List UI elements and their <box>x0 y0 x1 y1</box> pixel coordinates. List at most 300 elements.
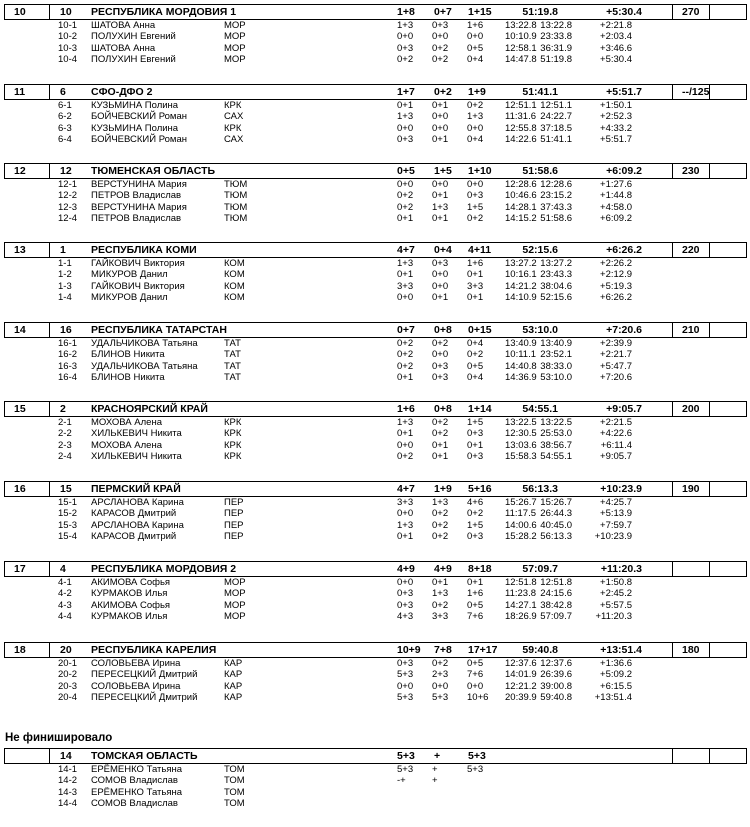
leg-shooting-total: 4+6 <box>467 497 484 508</box>
leg-number: 10-1 <box>58 20 78 31</box>
leg-shooting-2: 0+0 <box>432 111 449 123</box>
leg-number: 15-3 <box>58 519 78 531</box>
leg-time: 12:21.2 <box>505 680 537 692</box>
team-bib: 6 <box>60 86 66 98</box>
leg-number: 10-2 <box>58 31 78 43</box>
athlete-name: ЕРЁМЕНКО Татьяна <box>91 786 183 798</box>
leg-row <box>0 100 750 111</box>
leg-row <box>0 361 750 372</box>
cumulative-gap: +11:20.3 <box>595 610 632 622</box>
leg-shooting-total: 5+3 <box>467 764 484 775</box>
team-penalty-total: 1+10 <box>468 165 492 177</box>
athlete-region: ТОМ <box>224 764 245 775</box>
team-points: 200 <box>682 403 700 415</box>
athlete-region: ТЮМ <box>224 212 248 224</box>
team-block <box>0 84 750 145</box>
leg-shooting-1: 0+0 <box>397 439 414 451</box>
column-divider <box>709 5 710 19</box>
leg-row <box>0 692 750 703</box>
cumulative-time: 13:27.2 <box>540 258 572 269</box>
team-bib: 12 <box>60 165 72 177</box>
leg-shooting-2: 0+2 <box>432 42 449 54</box>
leg-number: 16-1 <box>58 338 78 349</box>
team-penalty-total: 4+11 <box>468 244 492 256</box>
athlete-region: КРК <box>224 428 242 440</box>
leg-number: 20-2 <box>58 669 78 681</box>
cumulative-time: 54:55.1 <box>540 450 572 462</box>
cumulative-time: 59:40.8 <box>540 691 572 703</box>
athlete-name: МОХОВА Алена <box>91 417 162 428</box>
leg-time: 12:51.8 <box>505 577 537 588</box>
cumulative-time: 38:42.8 <box>540 599 572 611</box>
team-gap: +7:20.6 <box>606 324 642 336</box>
column-divider <box>49 85 50 99</box>
column-divider <box>709 85 710 99</box>
leg-shooting-total: 1+6 <box>467 20 484 31</box>
leg-number: 6-2 <box>58 111 72 123</box>
leg-shooting-total: 7+6 <box>467 669 484 681</box>
cumulative-time: 38:33.0 <box>540 360 572 372</box>
leg-row <box>0 54 750 65</box>
leg-shooting-1: 0+1 <box>397 371 414 383</box>
team-legs <box>0 764 750 809</box>
team-penalty-2: 1+5 <box>434 165 452 177</box>
leg-shooting-total: 0+4 <box>467 133 484 145</box>
athlete-region: КОМ <box>224 280 245 292</box>
leg-number: 6-4 <box>58 133 72 145</box>
leg-row <box>0 179 750 190</box>
cumulative-time: 23:43.3 <box>540 269 572 281</box>
leg-number: 20-1 <box>58 658 78 669</box>
leg-shooting-2: 0+2 <box>432 428 449 440</box>
cumulative-time: 24:15.6 <box>540 588 572 600</box>
team-penalty-total: 1+15 <box>468 6 492 18</box>
leg-shooting-2: 0+3 <box>432 360 449 372</box>
athlete-name: АКИМОВА Софья <box>91 577 171 588</box>
athlete-name: АРСЛАНОВА Карина <box>91 497 184 508</box>
leg-shooting-1: 0+1 <box>397 428 414 440</box>
team-time: 59:40.8 <box>522 644 558 656</box>
team-gap: +13:51.4 <box>600 644 642 656</box>
cumulative-time: 51:58.6 <box>540 212 572 224</box>
leg-time: 13:27.2 <box>505 258 537 269</box>
cumulative-gap: +5:19.3 <box>600 280 632 292</box>
athlete-region: КРК <box>224 122 242 134</box>
athlete-region: ТЮМ <box>224 179 248 190</box>
team-time: 56:13.3 <box>522 483 558 495</box>
leg-shooting-1: 0+2 <box>397 349 414 361</box>
athlete-region: ПЕР <box>224 519 244 531</box>
leg-shooting-2: 0+1 <box>432 291 449 303</box>
team-name: КРАСНОЯРСКИЙ КРАЙ <box>91 403 208 415</box>
athlete-region: САХ <box>224 111 244 123</box>
team-penalty-1: 1+6 <box>397 403 415 415</box>
athlete-region: КАР <box>224 669 243 681</box>
team-header-row <box>4 401 747 417</box>
team-time: 54:55.1 <box>522 403 558 415</box>
leg-shooting-1: 0+0 <box>397 680 414 692</box>
cumulative-time: 12:37.6 <box>540 658 572 669</box>
column-divider <box>49 5 50 19</box>
team-block <box>0 322 750 383</box>
leg-shooting-total: 7+6 <box>467 610 484 622</box>
athlete-region: МОР <box>224 31 246 43</box>
athlete-region: КОМ <box>224 291 245 303</box>
leg-shooting-total: 0+1 <box>467 291 484 303</box>
cumulative-gap: +5:30.4 <box>600 53 632 65</box>
athlete-name: ПЕТРОВ Владислав <box>91 190 182 202</box>
team-header-row <box>4 84 747 100</box>
team-gap: +5:30.4 <box>606 6 642 18</box>
team-penalty-1: 4+7 <box>397 483 415 495</box>
column-divider <box>709 482 710 496</box>
team-bib: 1 <box>60 244 66 256</box>
column-divider <box>672 323 673 337</box>
team-name: ТЮМЕНСКАЯ ОБЛАСТЬ <box>91 165 216 177</box>
team-penalty-2: 0+4 <box>434 244 452 256</box>
team-points: 220 <box>682 244 700 256</box>
leg-row <box>0 372 750 383</box>
leg-time: 14:15.2 <box>505 212 537 224</box>
leg-shooting-1: 0+0 <box>397 508 414 520</box>
leg-shooting-total: 0+3 <box>467 190 484 202</box>
cumulative-time: 23:52.1 <box>540 349 572 361</box>
team-legs <box>0 417 750 462</box>
leg-shooting-2: 1+3 <box>432 588 449 600</box>
leg-shooting-1: 0+2 <box>397 450 414 462</box>
leg-shooting-total: 1+5 <box>467 417 484 428</box>
cumulative-time: 52:15.6 <box>540 291 572 303</box>
leg-shooting-total: 0+4 <box>467 371 484 383</box>
athlete-name: МИКУРОВ Данил <box>91 291 168 303</box>
cumulative-time: 15:26.7 <box>540 497 572 508</box>
cumulative-gap: +5:13.9 <box>600 508 632 520</box>
leg-shooting-1: 4+3 <box>397 610 414 622</box>
team-block <box>0 242 750 303</box>
cumulative-gap: +1:36.6 <box>600 658 632 669</box>
leg-row <box>0 123 750 134</box>
cumulative-time: 26:44.3 <box>540 508 572 520</box>
column-divider <box>672 5 673 19</box>
leg-row <box>0 43 750 54</box>
team-header-row <box>4 748 747 764</box>
leg-shooting-total: 0+0 <box>467 122 484 134</box>
leg-shooting-1: 0+1 <box>397 212 414 224</box>
leg-shooting-total: 0+2 <box>467 349 484 361</box>
leg-shooting-2: 0+1 <box>432 133 449 145</box>
athlete-name: КУРМАКОВ Илья <box>91 610 168 622</box>
team-penalty-total: 1+9 <box>468 86 486 98</box>
athlete-region: ТАТ <box>224 338 241 349</box>
leg-row <box>0 20 750 31</box>
team-legs <box>0 577 750 622</box>
cumulative-time: 38:04.6 <box>540 280 572 292</box>
athlete-name: ГАЙКОВИЧ Виктория <box>91 258 185 269</box>
athlete-region: ТЮМ <box>224 201 248 213</box>
leg-shooting-1: 0+0 <box>397 31 414 43</box>
team-header-row <box>4 4 747 20</box>
leg-number: 16-2 <box>58 349 78 361</box>
leg-shooting-total: 0+3 <box>467 450 484 462</box>
leg-shooting-2: + <box>432 775 438 787</box>
cumulative-gap: +2:39.9 <box>600 338 632 349</box>
leg-time: 11:23.8 <box>505 588 536 600</box>
leg-row <box>0 338 750 349</box>
team-place: 16 <box>14 483 26 495</box>
athlete-region: КРК <box>224 439 242 451</box>
cumulative-gap: +6:15.5 <box>600 680 632 692</box>
leg-row <box>0 531 750 542</box>
cumulative-time: 13:22.8 <box>540 20 572 31</box>
team-legs <box>0 658 750 703</box>
team-penalty-1: 1+7 <box>397 86 415 98</box>
cumulative-gap: +5:47.7 <box>600 360 632 372</box>
cumulative-gap: +6:11.4 <box>600 439 632 451</box>
leg-number: 14-4 <box>58 797 78 809</box>
athlete-name: ГАЙКОВИЧ Виктория <box>91 280 185 292</box>
athlete-region: КОМ <box>224 258 245 269</box>
leg-shooting-1: 0+3 <box>397 42 414 54</box>
leg-number: 12-4 <box>58 212 78 224</box>
cumulative-gap: +9:05.7 <box>600 450 632 462</box>
cumulative-time: 57:09.7 <box>540 610 572 622</box>
leg-shooting-1: 0+1 <box>397 530 414 542</box>
athlete-name: КУЗЬМИНА Полина <box>91 100 179 111</box>
team-header-row <box>4 322 747 338</box>
leg-shooting-1: 0+2 <box>397 338 414 349</box>
cumulative-gap: +2:26.2 <box>600 258 632 269</box>
leg-time: 20:39.9 <box>505 691 537 703</box>
athlete-name: СОМОВ Владислав <box>91 775 178 787</box>
team-place: 11 <box>14 86 26 98</box>
athlete-name: ХИЛЬКЕВИЧ Никита <box>91 428 182 440</box>
athlete-name: СОЛОВЬЕВА Ирина <box>91 680 181 692</box>
leg-shooting-2: 3+3 <box>432 610 449 622</box>
leg-shooting-1: 0+2 <box>397 190 414 202</box>
leg-shooting-total: 0+4 <box>467 338 484 349</box>
athlete-region: МОР <box>224 610 246 622</box>
athlete-region: ТОМ <box>224 786 245 798</box>
team-header-row <box>4 481 747 497</box>
dnf-section-title: Не финишировало <box>5 732 113 744</box>
leg-time: 15:58.3 <box>505 450 537 462</box>
athlete-name: КАРАСОВ Дмитрий <box>91 508 177 520</box>
leg-shooting-2: 2+3 <box>432 669 449 681</box>
cumulative-gap: +4:58.0 <box>600 201 632 213</box>
leg-time: 10:10.9 <box>505 31 537 43</box>
leg-time: 11:17.5 <box>505 508 536 520</box>
team-penalty-2: 0+7 <box>434 6 452 18</box>
leg-time: 15:26.7 <box>505 497 537 508</box>
team-block <box>0 163 750 224</box>
leg-shooting-1: 1+3 <box>397 519 414 531</box>
cumulative-time: 26:39.6 <box>540 669 572 681</box>
column-divider <box>709 402 710 416</box>
leg-shooting-2: 0+1 <box>432 450 449 462</box>
leg-shooting-total: 3+3 <box>467 280 484 292</box>
cumulative-time: 12:28.6 <box>540 179 572 190</box>
cumulative-gap: +6:26.2 <box>600 291 632 303</box>
column-divider <box>672 402 673 416</box>
leg-time: 12:28.6 <box>505 179 537 190</box>
leg-time: 11:31.6 <box>505 111 536 123</box>
leg-shooting-2: 0+2 <box>432 508 449 520</box>
leg-time: 15:28.2 <box>505 530 537 542</box>
leg-shooting-total: 0+1 <box>467 269 484 281</box>
leg-shooting-2: 0+3 <box>432 258 449 269</box>
leg-shooting-2: 0+0 <box>432 179 449 190</box>
cumulative-time: 13:40.9 <box>540 338 572 349</box>
team-place: 17 <box>14 563 26 575</box>
cumulative-gap: +2:21.7 <box>600 349 632 361</box>
column-divider <box>709 243 710 257</box>
leg-number: 4-4 <box>58 610 72 622</box>
leg-time: 14:47.8 <box>505 53 537 65</box>
team-penalty-1: 5+3 <box>397 750 415 762</box>
leg-row <box>0 497 750 508</box>
team-penalty-total: 17+17 <box>468 644 498 656</box>
leg-number: 14-3 <box>58 786 78 798</box>
leg-row <box>0 202 750 213</box>
leg-shooting-2: 0+0 <box>432 280 449 292</box>
column-divider <box>672 643 673 657</box>
leg-row <box>0 588 750 599</box>
leg-shooting-2: + <box>432 764 438 775</box>
leg-row <box>0 269 750 280</box>
athlete-region: МОР <box>224 53 246 65</box>
leg-shooting-1: 1+3 <box>397 417 414 428</box>
cumulative-time: 40:45.0 <box>540 519 572 531</box>
team-time: 53:10.0 <box>522 324 558 336</box>
cumulative-time: 25:53.0 <box>540 428 572 440</box>
column-divider <box>672 85 673 99</box>
leg-shooting-total: 0+3 <box>467 530 484 542</box>
cumulative-gap: +1:44.8 <box>600 190 632 202</box>
column-divider <box>672 749 673 763</box>
team-gap: +5:51.7 <box>606 86 642 98</box>
team-time: 51:58.6 <box>522 165 558 177</box>
team-penalty-2: 7+8 <box>434 644 452 656</box>
leg-row <box>0 134 750 145</box>
leg-shooting-total: 0+2 <box>467 100 484 111</box>
cumulative-gap: +2:21.5 <box>600 417 632 428</box>
team-penalty-2: 0+2 <box>434 86 452 98</box>
leg-shooting-total: 1+3 <box>467 111 484 123</box>
cumulative-gap: +3:46.6 <box>600 42 632 54</box>
team-legs <box>0 100 750 145</box>
leg-row <box>0 508 750 519</box>
leg-shooting-1: 0+3 <box>397 133 414 145</box>
team-header-row <box>4 561 747 577</box>
leg-shooting-1: 5+3 <box>397 691 414 703</box>
team-place: 12 <box>14 165 26 177</box>
team-penalty-2: 0+8 <box>434 403 452 415</box>
leg-shooting-2: 0+2 <box>432 530 449 542</box>
column-divider <box>49 164 50 178</box>
leg-number: 4-3 <box>58 599 72 611</box>
team-gap: +10:23.9 <box>600 483 642 495</box>
leg-shooting-2: 0+0 <box>432 122 449 134</box>
leg-time: 10:11.1 <box>505 349 536 361</box>
leg-number: 16-3 <box>58 360 78 372</box>
cumulative-time: 12:51.8 <box>540 577 572 588</box>
cumulative-gap: +1:50.8 <box>600 577 632 588</box>
leg-number: 14-1 <box>58 764 78 775</box>
leg-row <box>0 428 750 439</box>
team-name: ТОМСКАЯ ОБЛАСТЬ <box>91 750 198 762</box>
team-points: 210 <box>682 324 700 336</box>
athlete-name: БОЙЧЕВСКИЙ Роман <box>91 133 187 145</box>
athlete-name: ШАТОВА Анна <box>91 20 156 31</box>
cumulative-time: 13:22.5 <box>540 417 572 428</box>
athlete-region: ТАТ <box>224 360 241 372</box>
leg-row <box>0 281 750 292</box>
leg-shooting-1: 0+0 <box>397 122 414 134</box>
team-bib: 16 <box>60 324 72 336</box>
cumulative-time: 56:13.3 <box>540 530 572 542</box>
leg-number: 1-2 <box>58 269 72 281</box>
cumulative-time: 36:31.9 <box>540 42 572 54</box>
leg-row <box>0 440 750 451</box>
leg-shooting-total: 0+2 <box>467 212 484 224</box>
cumulative-gap: +2:03.4 <box>600 31 632 43</box>
leg-shooting-1: 5+3 <box>397 764 414 775</box>
team-penalty-2: 0+8 <box>434 324 452 336</box>
leg-shooting-2: 0+2 <box>432 53 449 65</box>
column-divider <box>672 482 673 496</box>
leg-time: 12:51.1 <box>505 100 537 111</box>
team-points: 270 <box>682 6 700 18</box>
leg-row <box>0 798 750 809</box>
leg-number: 12-2 <box>58 190 78 202</box>
athlete-region: ТОМ <box>224 797 245 809</box>
leg-row <box>0 451 750 462</box>
leg-row <box>0 292 750 303</box>
leg-time: 10:16.1 <box>505 269 537 281</box>
leg-time: 12:30.5 <box>505 428 537 440</box>
leg-shooting-2: 0+2 <box>432 519 449 531</box>
team-bib: 10 <box>60 6 72 18</box>
athlete-name: БЛИНОВ Никита <box>91 371 165 383</box>
column-divider <box>709 749 710 763</box>
leg-row <box>0 787 750 798</box>
column-divider <box>49 562 50 576</box>
leg-time: 12:58.1 <box>505 42 537 54</box>
leg-shooting-2: 0+0 <box>432 31 449 43</box>
leg-shooting-total: 0+0 <box>467 31 484 43</box>
cumulative-gap: +2:21.8 <box>600 20 632 31</box>
leg-shooting-total: 0+5 <box>467 360 484 372</box>
column-divider <box>672 164 673 178</box>
cumulative-gap: +4:22.6 <box>600 428 632 440</box>
leg-number: 4-1 <box>58 577 72 588</box>
team-time: 51:41.1 <box>522 86 558 98</box>
athlete-name: МИКУРОВ Данил <box>91 269 168 281</box>
team-points: --/125 <box>682 86 710 98</box>
cumulative-gap: +4:25.7 <box>600 497 632 508</box>
athlete-name: ВЕРСТУНИНА Мария <box>91 201 187 213</box>
cumulative-time: 53:10.0 <box>540 371 572 383</box>
leg-shooting-total: 0+4 <box>467 53 484 65</box>
athlete-name: КАРАСОВ Дмитрий <box>91 530 177 542</box>
leg-row <box>0 111 750 122</box>
leg-time: 14:22.6 <box>505 133 537 145</box>
leg-shooting-1: 5+3 <box>397 669 414 681</box>
team-penalty-total: 5+16 <box>468 483 492 495</box>
leg-number: 20-3 <box>58 680 78 692</box>
athlete-region: ТАТ <box>224 371 241 383</box>
column-divider <box>709 164 710 178</box>
